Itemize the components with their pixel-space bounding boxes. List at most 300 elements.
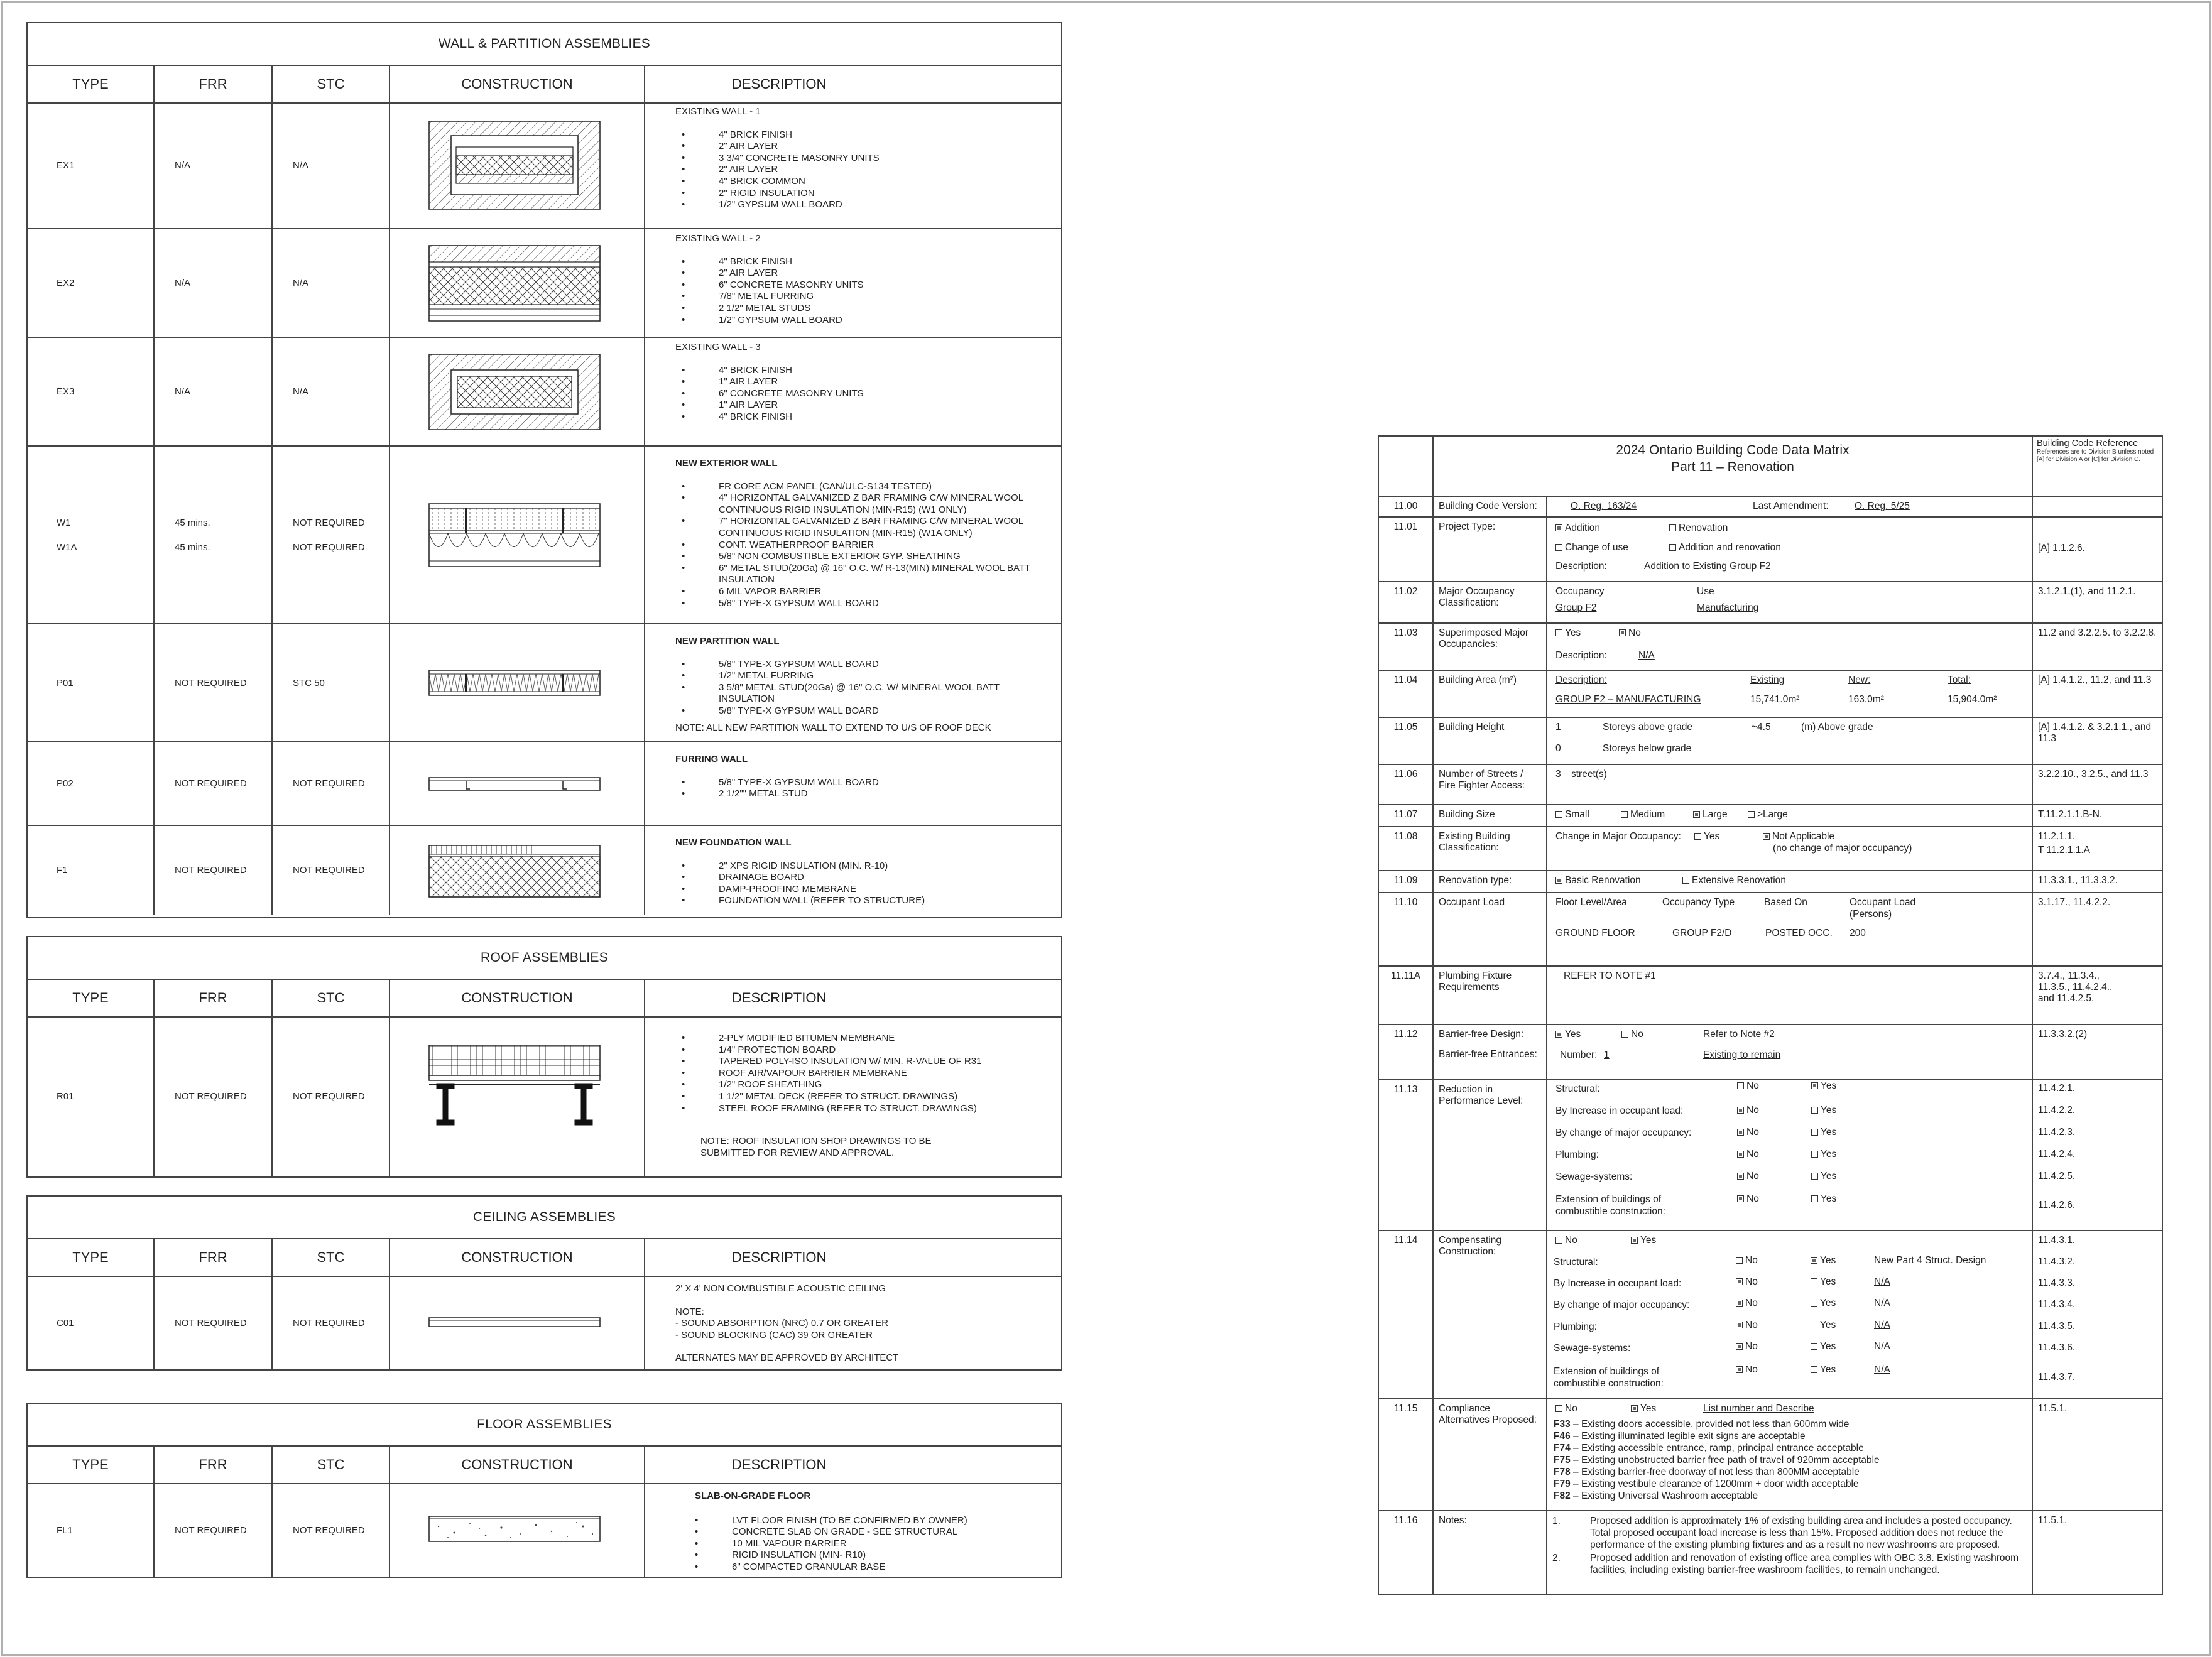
matrix-row-11-03 <box>1379 624 2162 671</box>
reference-value: 11.4.2.3. <box>2038 1127 2076 1138</box>
checkbox-unchecked-icon <box>1555 1405 1562 1412</box>
desc-title: EXISTING WALL - 2 <box>675 233 761 244</box>
matrix-row-11-15 <box>1379 1399 2162 1511</box>
compensating-yes-checkbox[interactable] <box>1811 1364 1836 1376</box>
list-item: • 2" AIR LAYER <box>682 141 1055 153</box>
list-item: • 1/2" ROOF SHEATHING <box>682 1079 1055 1091</box>
row-body <box>1547 871 2033 892</box>
wall-construction-detail <box>390 102 645 229</box>
checkbox-label: No <box>1745 1276 1758 1287</box>
list-item: • RIGID INSULATION (MIN- R10) <box>695 1550 1055 1562</box>
row-body <box>1547 805 2033 826</box>
checkbox-label: Small <box>1565 809 1589 820</box>
list-item: • 4" HORIZONTAL GALVANIZED Z BAR FRAMING C/W MINERAL WOOL CONTINUOUS RIGID INSULATION (MIN-R15) (W1 ONLY) <box>682 492 1055 516</box>
wall-frr <box>155 826 273 915</box>
size-xlarge-checkbox[interactable] <box>1748 809 1788 820</box>
area-new-value: 163.0m² <box>1848 694 1884 705</box>
compensating-item-label <box>1554 1366 1664 1389</box>
list-item: • 4" BRICK COMMON <box>682 176 1055 188</box>
compensating-item-label <box>1554 1321 1597 1333</box>
ceiling-stc <box>273 1276 390 1370</box>
ceiling-type <box>28 1276 155 1370</box>
area-new-header: New: <box>1848 675 1871 685</box>
note-text: Proposed addition and renovation of existing office area complies with OBC 3.8. Existing washroom facilities, including existing barrier-free washroom facilities, to remain unchanged. <box>1590 1553 2019 1575</box>
reference-header-note: References are to Division B unless noted [A] for Division A or [C] for Division C. <box>2037 448 2154 463</box>
item-label: Plumbing: <box>1555 1149 1599 1160</box>
change-occupancy-yes-checkbox[interactable] <box>1694 831 1719 842</box>
desc-title: EXISTING WALL - 1 <box>675 106 761 117</box>
floor-type <box>28 1483 155 1577</box>
reduction-no-checkbox[interactable] <box>1737 1149 1759 1160</box>
layer-list <box>682 129 1055 211</box>
compensating-no-checkbox[interactable] <box>1736 1341 1758 1352</box>
not-applicable-value: N/A <box>1874 1298 1890 1308</box>
list-item: • 3 5/8" METAL STUD(20Ga) @ 16" O.C. W/ MINERAL WOOL BATT INSULATION <box>682 682 1055 705</box>
reduction-yes-checkbox[interactable] <box>1811 1193 1836 1205</box>
row-number: 11.11A <box>1379 967 1434 1024</box>
compensating-yes-checkbox[interactable] <box>1811 1320 1836 1331</box>
roof-stc <box>273 1016 390 1176</box>
row-reference <box>2033 1399 2162 1510</box>
checkbox-unchecked-icon <box>1555 811 1562 818</box>
frr-value: N/A <box>175 160 191 171</box>
row-label: Compliance Alternatives Proposed: <box>1434 1399 1547 1510</box>
checkbox-label: Large <box>1703 809 1728 820</box>
reduction-yes-checkbox[interactable] <box>1811 1127 1836 1138</box>
compensating-no-checkbox[interactable] <box>1736 1255 1758 1266</box>
list-item: • STEEL ROOF FRAMING (REFER TO STRUCT. DRAWINGS) <box>682 1103 1055 1115</box>
frr-value: NOT REQUIRED <box>175 1524 247 1536</box>
matrix-row-11-14 <box>1379 1231 2162 1399</box>
existing-to-remain: Existing to remain <box>1703 1050 1781 1060</box>
row-body <box>1547 1231 2033 1398</box>
reference-value: 11.4.3.7. <box>2038 1372 2076 1383</box>
type-value: W1A <box>57 541 77 553</box>
wall-section-drawing <box>426 842 608 899</box>
floor-assemblies-table <box>26 1403 1062 1578</box>
entrance-number-label: Number: <box>1560 1050 1598 1060</box>
type-value: P02 <box>57 778 74 789</box>
storeys-below-value: 0 <box>1555 743 1561 754</box>
item-label-2: combustible construction: <box>1555 1206 1665 1217</box>
reference-value: T 11.2.1.1.A <box>2038 845 2091 856</box>
desc-line: ALTERNATES MAY BE APPROVED BY ARCHITECT <box>675 1352 899 1364</box>
checkbox-checked-icon <box>1737 1151 1744 1158</box>
description-value: N/A <box>1638 650 1655 661</box>
reference-value: 11.2.1.1. <box>2038 831 2076 842</box>
compensating-yes-checkbox[interactable] <box>1631 1235 1656 1246</box>
list-item: • 10 MIL VAPOUR BARRIER <box>695 1538 1055 1550</box>
matrix-row-11-07 <box>1379 805 2162 827</box>
wall-section-drawing <box>426 242 608 324</box>
desc-title: NEW FOUNDATION WALL <box>675 837 792 848</box>
matrix-row-11-10 <box>1379 893 2162 967</box>
list-item: • FR CORE ACM PANEL (CAN/ULC-S134 TESTED) <box>682 481 1055 493</box>
type-value: EX1 <box>57 160 75 171</box>
reduction-item-label <box>1555 1083 1600 1095</box>
row-body <box>1547 1511 2033 1594</box>
col-header-frr: FRR <box>155 980 273 1018</box>
compensating-no-checkbox[interactable] <box>1736 1298 1758 1309</box>
occupancy-value: Group F2 <box>1555 602 1597 613</box>
list-item: • TAPERED POLY-ISO INSULATION W/ MIN. R-VALUE OF R31 <box>682 1056 1055 1068</box>
wall-grid <box>28 66 1061 915</box>
desc-title: FURRING WALL <box>675 754 748 764</box>
stc-value: NOT REQUIRED <box>293 517 365 528</box>
compensating-yes-checkbox[interactable] <box>1811 1255 1836 1266</box>
row-label: Occupant Load <box>1434 893 1547 965</box>
note-line: SUBMITTED FOR REVIEW AND APPROVAL. <box>700 1147 895 1158</box>
addition-checkbox[interactable] <box>1555 523 1600 534</box>
floor-frr <box>155 1483 273 1577</box>
col-header-frr: FRR <box>155 1447 273 1484</box>
note-text: Proposed addition is approximately 1% of existing building area and includes a posted occupancy. Total proposed occupant load increase is less than 15%. Proposed addition does not reduce the performance of the existing plumbing fixtures and as a result no new washrooms are proposed. <box>1590 1516 2012 1550</box>
item-label: Structural: <box>1555 1084 1600 1094</box>
checkbox-unchecked-icon <box>1811 1366 1817 1373</box>
alternative-code: F33 <box>1554 1419 1571 1430</box>
compensating-no-checkbox[interactable] <box>1736 1276 1758 1288</box>
checkbox-checked-icon <box>1736 1343 1743 1350</box>
list-item: • 6" METAL STUD(20Ga) @ 16" O.C. W/ R-13(MIN) MINERAL WOOL BATT INSULATION <box>682 563 1055 586</box>
floor-construction-detail <box>390 1483 645 1577</box>
list-item: • 5/8" TYPE-X GYPSUM WALL BOARD <box>682 705 1055 717</box>
compliance-no-checkbox[interactable] <box>1555 1403 1577 1415</box>
checkbox-label: Yes <box>1820 1298 1836 1308</box>
list-item: • 2" RIGID INSULATION <box>682 188 1055 200</box>
item-label: By change of major occupancy: <box>1555 1127 1692 1138</box>
wall-section-drawing <box>426 667 608 698</box>
compensating-item-label <box>1554 1299 1689 1311</box>
checkbox-label: No <box>1746 1193 1759 1204</box>
matrix-row-11-02 <box>1379 582 2162 624</box>
list-item: • 2 1/2" METAL STUDS <box>682 303 1055 315</box>
row-number: 11.02 <box>1379 582 1434 622</box>
reduction-item-label <box>1555 1149 1599 1161</box>
addition-and-renovation-checkbox[interactable] <box>1669 542 1781 553</box>
wall-section-drawing <box>426 118 608 212</box>
wall-type-p02 <box>28 742 155 826</box>
row-label: Superimposed Major Occupancies: <box>1434 624 1547 670</box>
matrix-header <box>1379 437 2162 497</box>
reference-value: 11.2 and 3.2.2.5. to 3.2.2.8. <box>2038 627 2157 638</box>
checkbox-checked-icon <box>1693 811 1700 818</box>
reference-value: 11.4.3.2. <box>2038 1256 2076 1267</box>
compensating-no-checkbox[interactable] <box>1736 1364 1758 1376</box>
checkbox-label: Renovation <box>1679 523 1728 533</box>
area-desc-header: Description: <box>1555 675 1607 685</box>
matrix-title-line2: Part 11 – Renovation <box>1671 460 1794 474</box>
occupancy-type-value: GROUP F2/D <box>1672 928 1732 938</box>
desc-line: - SOUND ABSORPTION (NRC) 0.7 OR GREATER <box>675 1318 888 1329</box>
superimposed-yes-checkbox[interactable] <box>1555 627 1581 639</box>
reduction-no-checkbox[interactable] <box>1737 1080 1759 1092</box>
reduction-item-label <box>1555 1193 1665 1217</box>
checkbox-unchecked-icon <box>1555 544 1562 551</box>
checkbox-label: Yes <box>1820 1255 1836 1266</box>
checkbox-label: Yes <box>1820 1364 1836 1375</box>
checkbox-label: Addition <box>1565 523 1601 533</box>
compensating-yes-checkbox[interactable] <box>1811 1276 1836 1288</box>
reference-value: 11.4.2.4. <box>2038 1149 2076 1160</box>
checkbox-label: Yes <box>1820 1341 1836 1352</box>
checkbox-label: No <box>1745 1320 1758 1330</box>
row-number: 11.03 <box>1379 624 1434 670</box>
code-version-value: O. Reg. 163/24 <box>1571 501 1637 511</box>
alternative-text: – Existing accessible entrance, ramp, principal entrance acceptable <box>1570 1443 1864 1453</box>
ceiling-frr <box>155 1276 273 1370</box>
reference-value: T.11.2.1.1.B-N. <box>2038 809 2103 820</box>
compliance-alternative-item <box>1554 1418 1880 1430</box>
row-reference <box>2033 624 2162 670</box>
checkbox-unchecked-icon <box>1811 1300 1817 1307</box>
list-item: • 2" AIR LAYER <box>682 268 1055 280</box>
floor-stc <box>273 1483 390 1577</box>
checkbox-label: Yes <box>1821 1127 1837 1138</box>
reduction-yes-checkbox[interactable] <box>1811 1171 1836 1182</box>
checkbox-unchecked-icon <box>1811 1278 1817 1285</box>
col-header-stc: STC <box>273 66 390 104</box>
list-item: • 6 MIL VAPOR BARRIER <box>682 586 1055 598</box>
roof-assemblies-table <box>26 936 1062 1178</box>
not-applicable-checkbox[interactable] <box>1763 831 1834 842</box>
barrier-free-no-checkbox[interactable] <box>1621 1029 1643 1040</box>
frr-value: NOT REQUIRED <box>175 865 247 876</box>
reference-value: and 11.4.2.5. <box>2038 993 2095 1004</box>
list-item: • DRAINAGE BOARD <box>682 872 1055 884</box>
checkbox-unchecked-icon <box>1669 544 1676 551</box>
use-value: Manufacturing <box>1697 602 1759 613</box>
row-reference <box>2033 827 2162 870</box>
reference-value: 11.4.2.2. <box>2038 1105 2076 1116</box>
checkbox-label: No <box>1565 1403 1577 1414</box>
matrix-title <box>1434 437 2033 496</box>
wall-description <box>645 102 1061 229</box>
superimposed-no-checkbox[interactable] <box>1619 627 1641 639</box>
use-header: Use <box>1697 586 1714 597</box>
compensating-yes-checkbox[interactable] <box>1811 1341 1836 1352</box>
list-item: • DAMP-PROOFING MEMBRANE <box>682 884 1055 896</box>
row-number: 11.15 <box>1379 1399 1434 1510</box>
wall-stc <box>273 338 390 447</box>
ceiling-assemblies-title: CEILING ASSEMBLIES <box>28 1197 1061 1239</box>
reference-value: 11.4.3.1. <box>2038 1235 2076 1246</box>
type-value: EX3 <box>57 386 75 397</box>
reference-value: 11.4.3.4. <box>2038 1299 2076 1310</box>
compensating-no-checkbox[interactable] <box>1736 1320 1758 1331</box>
col-header-construction: CONSTRUCTION <box>390 1239 645 1277</box>
checkbox-label: No <box>1746 1171 1759 1182</box>
list-item: • 2" XPS RIGID INSULATION (MIN. R-10) <box>682 861 1055 872</box>
list-item: • 5/8" TYPE-X GYPSUM WALL BOARD <box>682 659 1055 671</box>
reduction-no-checkbox[interactable] <box>1737 1105 1759 1116</box>
amendment-label: Last Amendment: <box>1753 501 1829 511</box>
row-number: 11.08 <box>1379 827 1434 870</box>
checkbox-checked-icon <box>1631 1237 1638 1244</box>
checkbox-label: No <box>1746 1080 1759 1091</box>
barrier-free-yes-checkbox[interactable] <box>1555 1029 1581 1040</box>
storeys-above-label: Storeys above grade <box>1603 722 1693 732</box>
wall-construction-detail <box>390 624 645 742</box>
checkbox-unchecked-icon <box>1621 811 1628 818</box>
wall-construction-detail <box>390 826 645 915</box>
frr-value: N/A <box>175 278 191 288</box>
reference-value: 11.5.1. <box>2038 1515 2068 1526</box>
row-number: 11.12 <box>1379 1025 1434 1079</box>
reduction-yes-checkbox[interactable] <box>1811 1105 1836 1116</box>
compliance-alternative-item <box>1554 1442 1880 1454</box>
row-body <box>1547 893 2033 965</box>
col-header-stc: STC <box>273 1447 390 1484</box>
row-body <box>1547 624 2033 670</box>
checkbox-label: No <box>1746 1105 1759 1116</box>
desc-title: NEW PARTITION WALL <box>675 636 780 646</box>
wall-stc <box>273 742 390 826</box>
list-item: • 4" BRICK FINISH <box>682 365 1055 377</box>
checkbox-label: Basic Renovation <box>1565 875 1641 886</box>
occupancy-type-header: Occupancy Type <box>1662 897 1735 908</box>
desc-title: NEW EXTERIOR WALL <box>675 458 778 469</box>
frr-value: NOT REQUIRED <box>175 778 247 789</box>
row-number: 11.06 <box>1379 765 1434 804</box>
roof-frr <box>155 1016 273 1176</box>
row-reference <box>2033 1231 2162 1398</box>
reduction-yes-checkbox[interactable] <box>1811 1149 1836 1160</box>
compliance-alternative-item <box>1554 1478 1880 1490</box>
reduction-no-checkbox[interactable] <box>1737 1171 1759 1182</box>
wall-type-ex2 <box>28 229 155 338</box>
row-reference <box>2033 967 2162 1024</box>
alternative-code: F74 <box>1554 1443 1571 1453</box>
stc-value: NOT REQUIRED <box>293 865 365 876</box>
list-item: • CONCRETE SLAB ON GRADE - SEE STRUCTURAL <box>695 1526 1055 1538</box>
desc-line: 2' X 4' NON COMBUSTIBLE ACOUSTIC CEILING <box>675 1283 886 1294</box>
row-reference <box>2033 765 2162 804</box>
stc-value: NOT REQUIRED <box>293 778 365 789</box>
item-label: Structural: <box>1554 1257 1598 1268</box>
wall-frr <box>155 229 273 338</box>
wall-assemblies-title: WALL & PARTITION ASSEMBLIES <box>28 23 1061 66</box>
alternative-code: F46 <box>1554 1431 1571 1442</box>
list-item: • 3 3/4" CONCRETE MASONRY UNITS <box>682 153 1055 165</box>
item-label: Extension of buildings of <box>1554 1366 1660 1377</box>
list-item: • FOUNDATION WALL (REFER TO STRUCTURE) <box>682 895 1055 907</box>
list-item: • 1/2" GYPSUM WALL BOARD <box>682 315 1055 327</box>
stc-value: NOT REQUIRED <box>293 1524 365 1536</box>
col-header-construction: CONSTRUCTION <box>390 980 645 1018</box>
size-small-checkbox[interactable] <box>1555 809 1589 820</box>
renovation-checkbox[interactable] <box>1669 523 1728 534</box>
matrix-row-11-06 <box>1379 765 2162 805</box>
floor-grid <box>28 1447 1061 1577</box>
compliance-yes-checkbox[interactable] <box>1631 1403 1656 1415</box>
occupant-load-header: Occupant Load <box>1850 897 1916 908</box>
compensating-no-checkbox[interactable] <box>1555 1235 1577 1246</box>
reference-value: 11.4.2.6. <box>2038 1200 2076 1210</box>
list-item: • ROOF AIR/VAPOUR BARRIER MEMBRANE <box>682 1068 1055 1080</box>
item-label: By Increase in occupant load: <box>1555 1106 1684 1116</box>
compensating-yes-checkbox[interactable] <box>1811 1298 1836 1309</box>
type-value: EX2 <box>57 278 75 288</box>
col-header-stc: STC <box>273 980 390 1018</box>
compensating-item-label <box>1554 1342 1630 1354</box>
item-label: Sewage-systems: <box>1555 1171 1633 1182</box>
row-label: Building Area (m²) <box>1434 671 1547 717</box>
wall-construction-detail <box>390 447 645 624</box>
reference-value: [A] 1.1.2.6. <box>2038 543 2085 553</box>
type-value: W1 <box>57 517 71 528</box>
occupant-load-unit: (Persons) <box>1850 909 1892 920</box>
list-item: • 5/8" TYPE-X GYPSUM WALL BOARD <box>682 598 1055 610</box>
not-applicable-note: (no change of major occupancy) <box>1773 843 1912 854</box>
reference-value: 11.4.2.1. <box>2038 1083 2076 1094</box>
alternative-text: – Existing doors accessible, provided not less than 600mm wide <box>1570 1419 1850 1430</box>
entrance-number-value: 1 <box>1604 1050 1610 1060</box>
change-of-use-checkbox[interactable] <box>1555 542 1628 553</box>
row-label: Major Occupancy Classification: <box>1434 582 1547 622</box>
description-label: Description: <box>1555 561 1607 572</box>
checkbox-label: Yes <box>1821 1105 1837 1116</box>
stc-value: N/A <box>293 386 309 397</box>
floor-description <box>645 1483 1061 1577</box>
refer-note-link[interactable]: Refer to Note #2 <box>1703 1029 1775 1040</box>
checkbox-label: No <box>1745 1298 1758 1308</box>
basic-renovation-checkbox[interactable] <box>1555 875 1641 886</box>
wall-section-drawing <box>426 501 608 570</box>
row-body <box>1547 827 2033 870</box>
checkbox-label: No <box>1628 627 1641 638</box>
storeys-above-value: 1 <box>1555 722 1561 732</box>
reduction-no-checkbox[interactable] <box>1737 1193 1759 1205</box>
frr-value: NOT REQUIRED <box>175 1317 247 1328</box>
stc-value: STC 50 <box>293 677 325 688</box>
matrix-row-11-11a <box>1379 967 2162 1025</box>
row-reference <box>2033 718 2162 764</box>
size-medium-checkbox[interactable] <box>1621 809 1665 820</box>
checkbox-checked-icon <box>1736 1300 1743 1307</box>
compliance-alternative-item <box>1554 1490 1880 1502</box>
reduction-yes-checkbox[interactable] <box>1811 1080 1836 1092</box>
reference-header-title: Building Code Reference <box>2037 438 2138 448</box>
frr-value: NOT REQUIRED <box>175 677 247 688</box>
checkbox-checked-icon <box>1736 1322 1743 1328</box>
size-large-checkbox[interactable] <box>1693 809 1728 820</box>
item-label: Sewage-systems: <box>1554 1343 1631 1354</box>
checkbox-unchecked-icon <box>1555 629 1562 636</box>
checkbox-unchecked-icon <box>1555 1237 1562 1244</box>
not-applicable-value: N/A <box>1874 1276 1890 1287</box>
stc-value: NOT REQUIRED <box>293 541 365 553</box>
matrix-row-11-12 <box>1379 1025 2162 1080</box>
matrix-row-11-08 <box>1379 827 2162 871</box>
reduction-no-checkbox[interactable] <box>1737 1127 1759 1138</box>
row-body <box>1547 765 2033 804</box>
checkbox-label: Yes <box>1704 831 1720 842</box>
height-value: ~4.5 <box>1752 722 1771 732</box>
ceiling-construction-detail <box>390 1276 645 1370</box>
checkbox-label: No <box>1745 1364 1758 1375</box>
reference-header <box>2033 437 2162 496</box>
ceiling-grid <box>28 1239 1061 1370</box>
extensive-renovation-checkbox[interactable] <box>1682 875 1786 886</box>
wall-description <box>645 338 1061 447</box>
col-header-frr: FRR <box>155 1239 273 1277</box>
col-header-description: DESCRIPTION <box>645 1447 1061 1484</box>
wall-construction-detail <box>390 742 645 826</box>
wall-stc <box>273 624 390 742</box>
checkbox-unchecked-icon <box>1811 1151 1818 1158</box>
row-reference <box>2033 1080 2162 1230</box>
col-header-construction: CONSTRUCTION <box>390 1447 645 1484</box>
